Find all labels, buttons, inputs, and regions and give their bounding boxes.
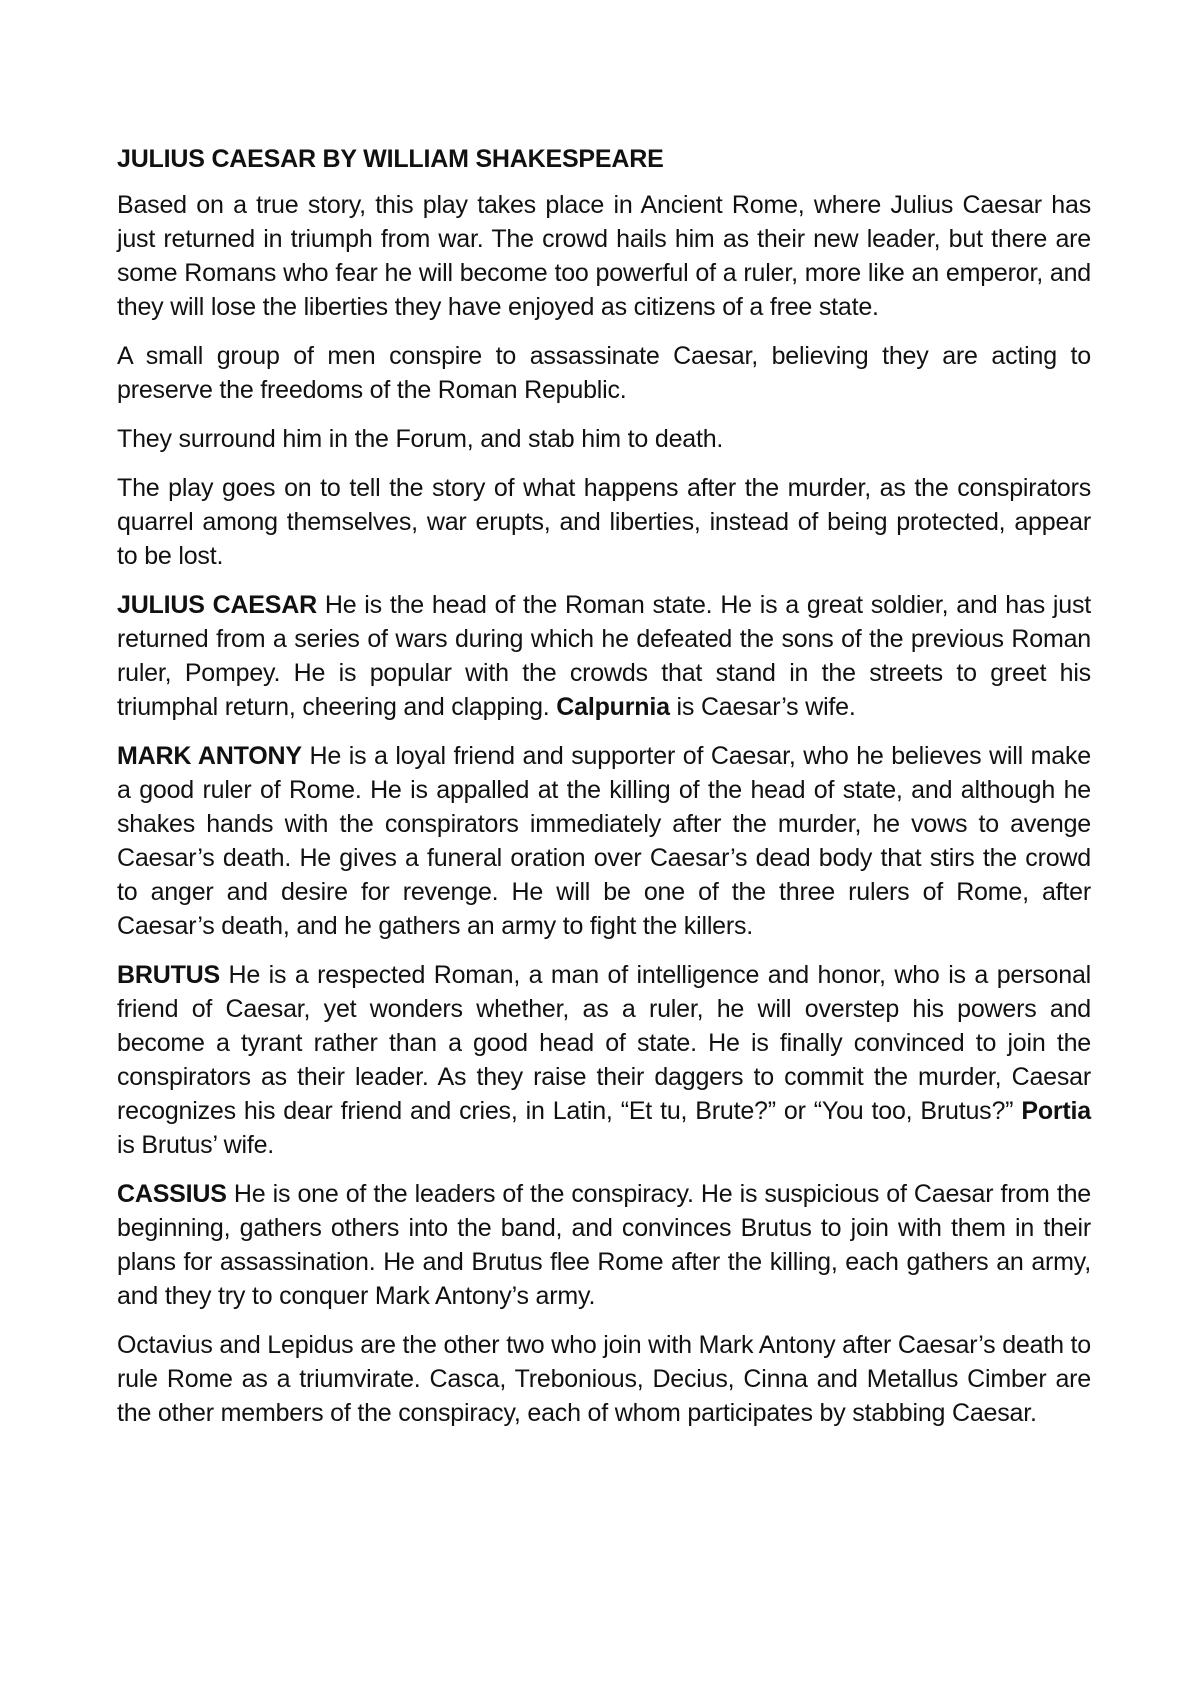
- document-body: [117, 142, 1091, 1445]
- character-description-brutus: He is a respected Roman, a man of intelligence and honor, who is a personal friend of Caesar, yet wonders whether, as a ruler, he will overstep his powers and become a tyrant rather than a good head of state. He is finally convinced to join the conspirators as their leader. As they raise their daggers to commit the murder, Caesar recognizes his dear friend and cries, in Latin, “Et tu, Brute?” or “You too, Brutus?”: [117, 961, 1091, 1125]
- character-description-calpurnia: is Caesar’s wife.: [669, 693, 856, 721]
- intro-paragraph-4: The play goes on to tell the story of what happens after the murder, as the conspirators quarrel among themselves, war erupts, and liberties, instead of being protected, appear to be lost.: [117, 474, 1091, 570]
- character-brutus-paragraph: [117, 958, 1091, 1162]
- character-caesar-paragraph: [117, 588, 1091, 724]
- character-antony-paragraph: [117, 739, 1091, 943]
- character-description-cassius: He is one of the leaders of the conspiracy. He is suspicious of Caesar from the beginning, gathers others into the band, and convinces Brutus to join with them in their plans for assassination. He and Brutus flee Rome after the killing, each gathers an army, and they try to conquer Mark Antony’s army.: [117, 1180, 1091, 1310]
- character-description-portia: is Brutus’ wife.: [117, 1131, 275, 1159]
- intro-paragraph-2: A small group of men conspire to assassinate Caesar, believing they are acting to preserve the freedoms of the Roman Republic.: [117, 342, 1091, 404]
- character-name-portia: Portia: [1021, 1097, 1091, 1125]
- character-name-calpurnia: Calpurnia: [556, 693, 670, 721]
- intro-paragraph-3: They surround him in the Forum, and stab him to death.: [117, 425, 724, 453]
- character-name-antony: MARK ANTONY: [117, 742, 302, 770]
- document-title: JULIUS CAESAR BY WILLIAM SHAKESPEARE: [117, 145, 664, 173]
- closing-paragraph: Octavius and Lepidus are the other two who join with Mark Antony after Caesar’s death to rule Rome as a triumvirate. Casca, Trebonious, Decius, Cinna and Metallus Cimber are the other members of the conspiracy, each of whom participates by stabbing Caesar.: [117, 1331, 1091, 1427]
- character-name-cassius: CASSIUS: [117, 1180, 227, 1208]
- intro-paragraph-1: Based on a true story, this play takes place in Ancient Rome, where Julius Caesar has just returned in triumph from war. The crowd hails him as their new leader, but there are some Romans who fear he will become too powerful of a ruler, more like an emperor, and they will lose the liberties they have enjoyed as citizens of a free state.: [117, 191, 1091, 321]
- character-name-brutus: BRUTUS: [117, 961, 220, 989]
- character-cassius-paragraph: [117, 1177, 1091, 1313]
- character-description-caesar: He is the head of the Roman state. He is a great soldier, and has just returned from a series of wars during which he defeated the sons of the previous Roman ruler, Pompey. He is popular with the crowds that stand in the streets to greet his triumphal return, cheering and clapping.: [117, 591, 1091, 721]
- character-name-caesar: JULIUS CAESAR: [117, 591, 317, 619]
- character-description-antony: He is a loyal friend and supporter of Caesar, who he believes will make a good ruler of Rome. He is appalled at the killing of the head of state, and although he shakes hands with the conspirators immediately after the murder, he vows to avenge Caesar’s death. He gives a funeral oration over Caesar’s dead body that stirs the crowd to anger and desire for revenge. He will be one of the three rulers of Rome, after Caesar’s death, and he gathers an army to fight the killers.: [117, 742, 1091, 940]
